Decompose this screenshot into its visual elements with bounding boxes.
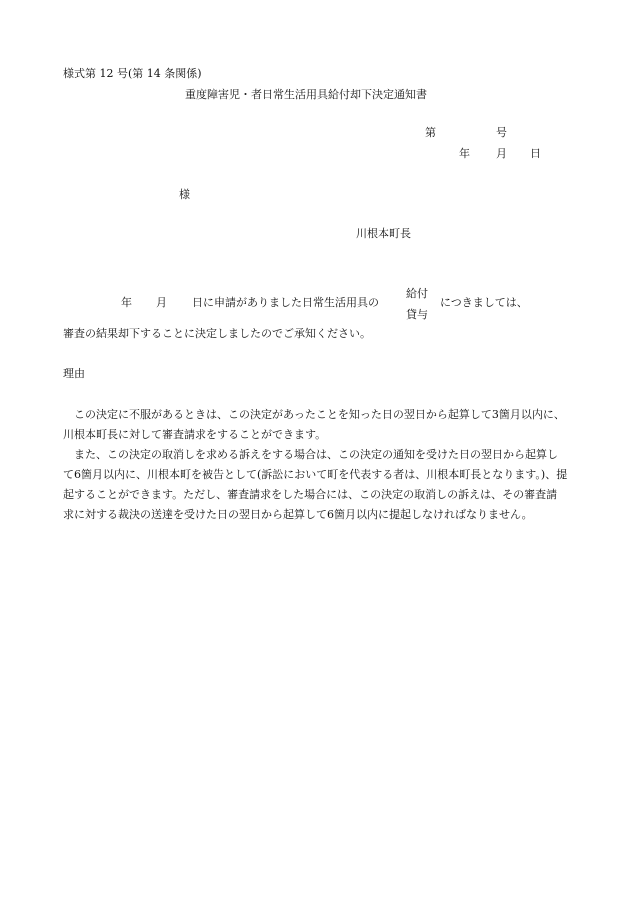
date-year-label: 年	[459, 147, 470, 160]
form-number: 様式第 12 号(第 14 条関係)	[63, 67, 202, 80]
date-month-label: 月	[496, 147, 507, 160]
addressee-honorific: 様	[179, 188, 190, 201]
appeal-notice	[63, 405, 568, 525]
date-day-label: 日	[530, 147, 541, 160]
application-year-label: 年	[121, 296, 132, 309]
reason-heading: 理由	[63, 367, 85, 380]
appeal-notice-paragraph-1: この決定に不服があるときは、この決定があったことを知った日の翌日から起算して3箇月以内に、川根本町長に対して審査請求をすることができます。	[63, 408, 565, 441]
document-number-suffix: 号	[496, 126, 507, 139]
body-text-conclusion: 審査の結果却下することに決定しましたのでご承知ください。	[63, 327, 371, 340]
body-text-after-choice: につきましては、	[440, 296, 528, 309]
sender-name: 川根本町長	[356, 227, 411, 240]
document-number-prefix: 第	[425, 126, 436, 139]
appeal-notice-paragraph-2: また、この決定の取消しを求める訴えをする場合は、この決定の通知を受けた日の翌日から起算して6箇月以内に、川根本町を被告として(訴訟において町を代表する者は、川根本町長となります。)、提起することができます。ただし、審査請求をした場合には、この決定の取消しの訴えは、その審査請求に対する裁決の送達を受けた日の翌日から起算して6箇月以内に提起しなければなりません。	[63, 448, 568, 521]
choice-option-loan: 貸与	[406, 308, 428, 321]
body-text-before-choice: 日に申請がありました日常生活用具の	[192, 296, 379, 309]
document-title: 重度障害児・者日常生活用具給付却下決定通知書	[185, 88, 427, 101]
choice-option-grant: 給付	[406, 287, 428, 300]
application-month-label: 月	[156, 296, 167, 309]
